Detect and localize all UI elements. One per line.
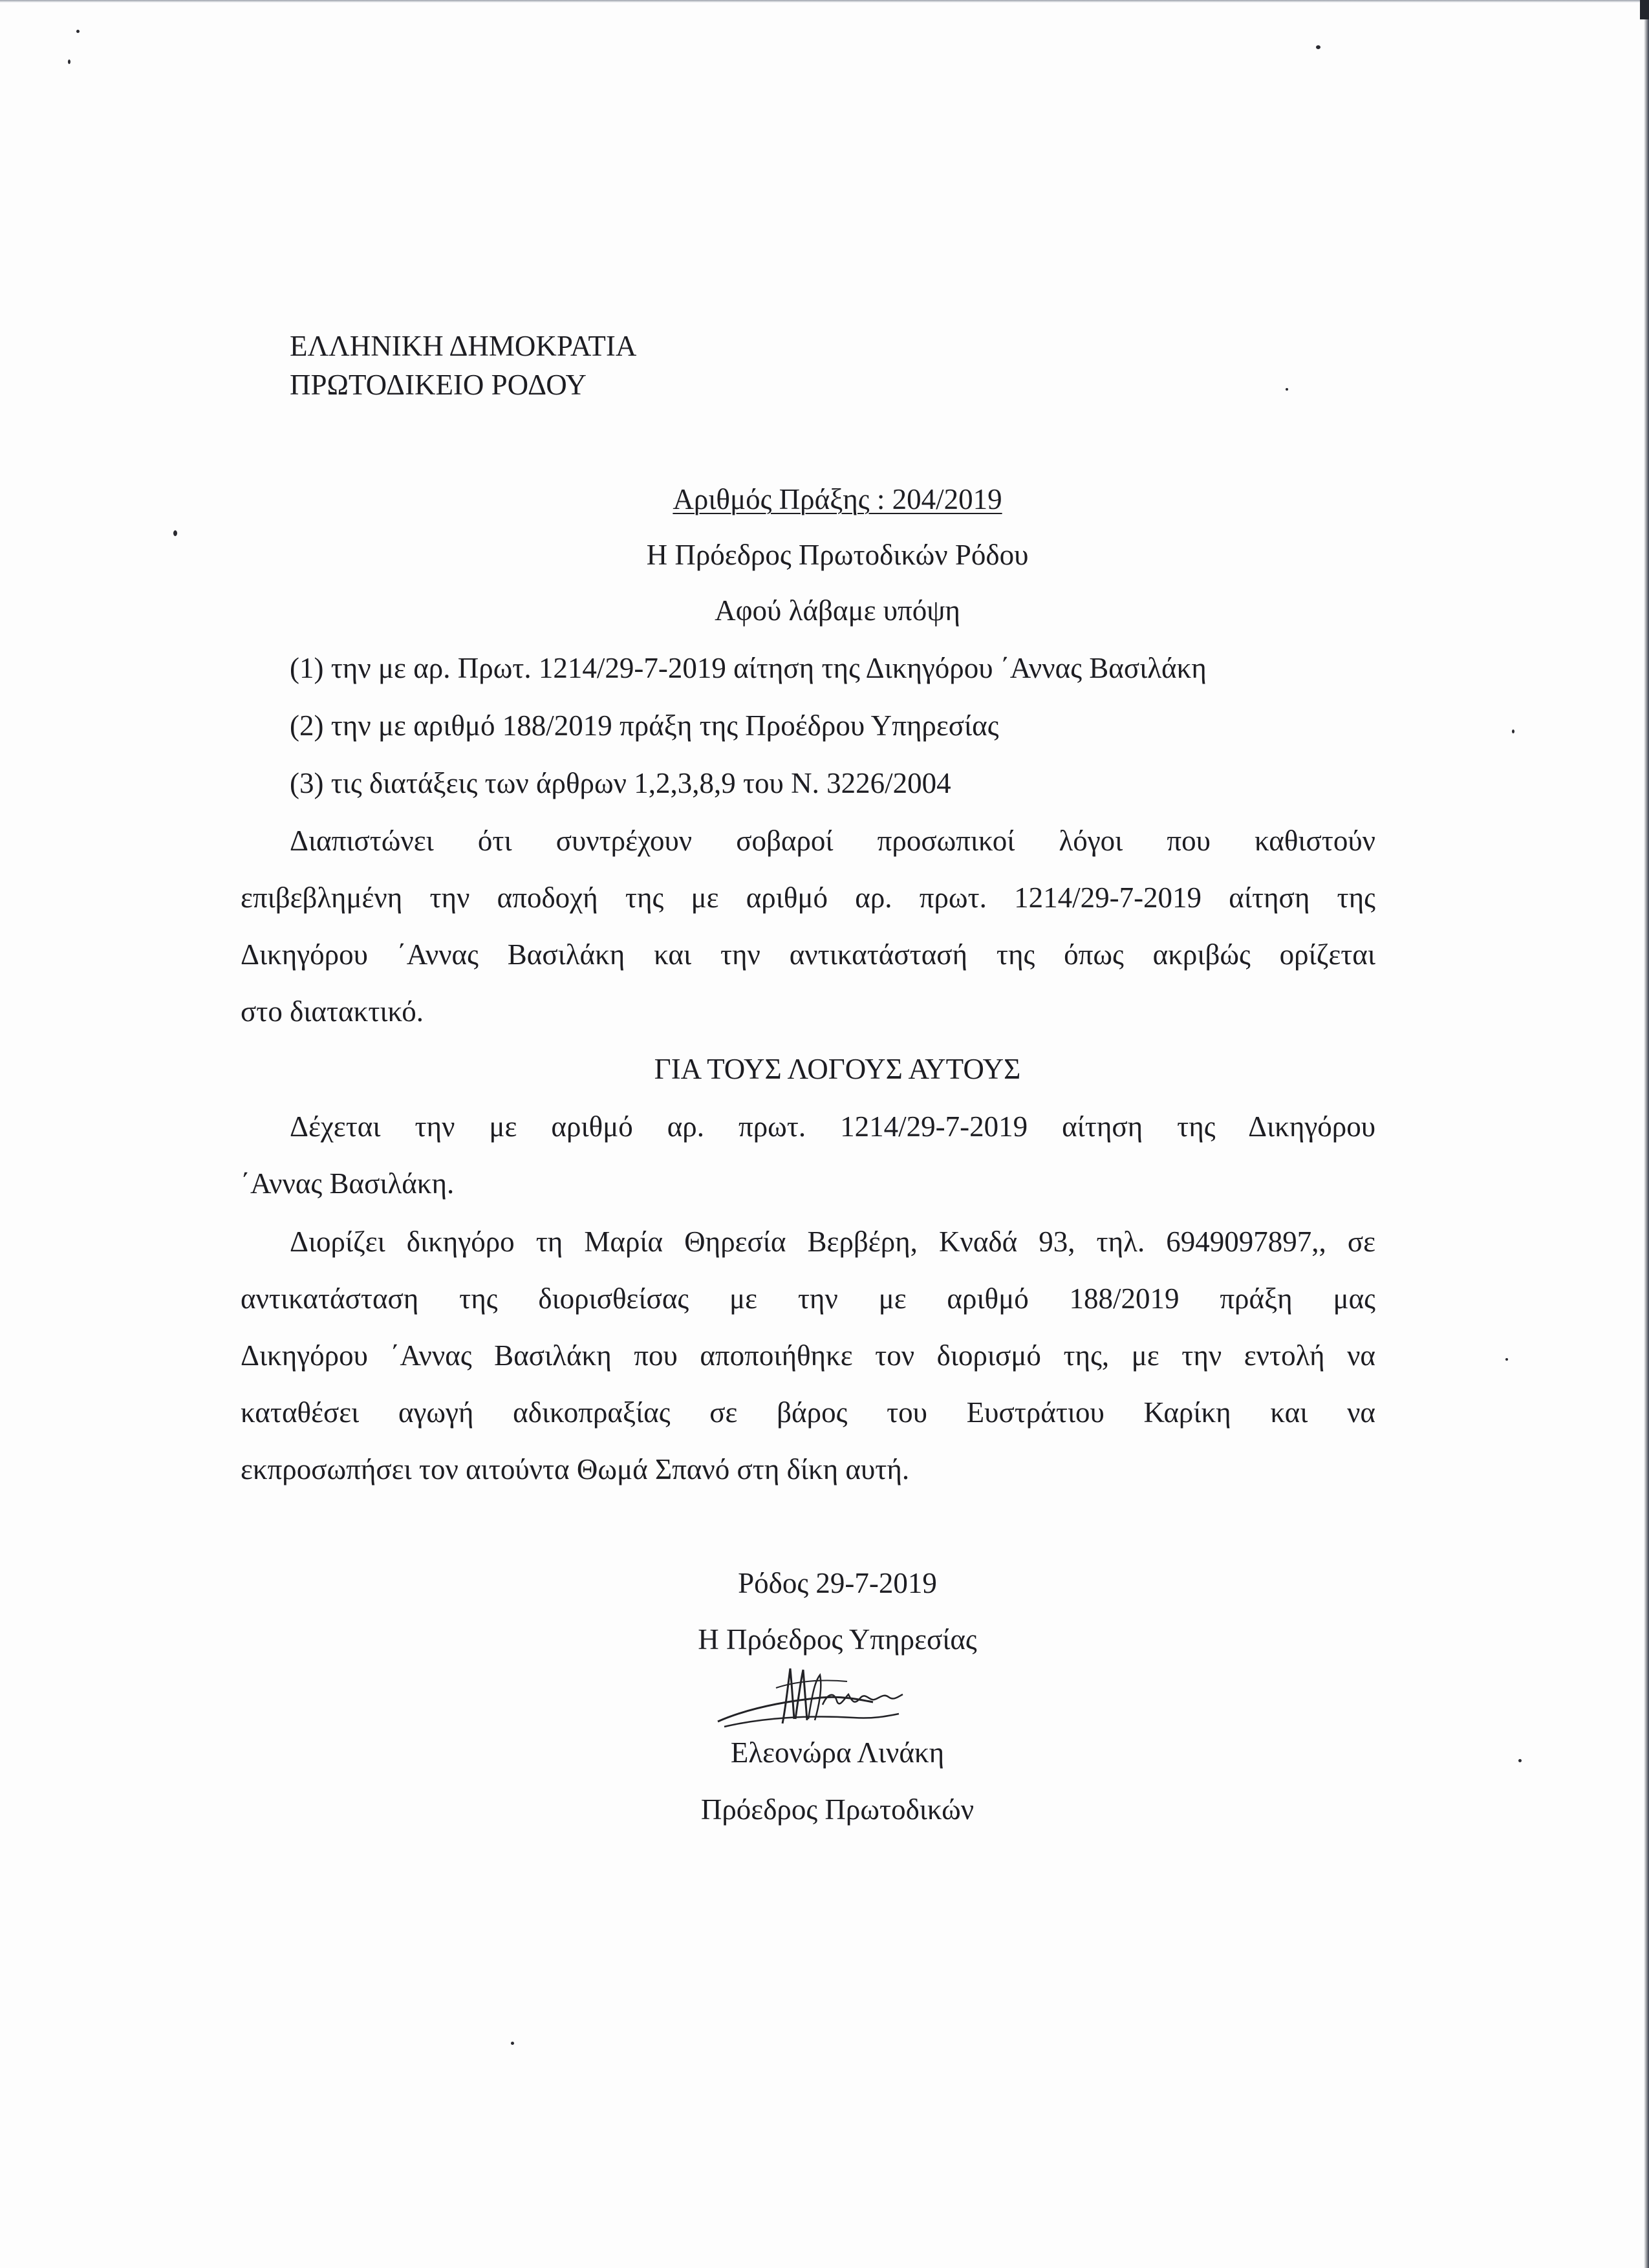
- decision-appoint-line-4: καταθέσει αγωγή αδικοπραξίας σε βάρος του Ευστράτιου Καρίκη και να: [241, 1396, 1375, 1429]
- signatory-name: Ελεονώρα Λινάκη: [730, 1736, 945, 1769]
- scan-speck: [1518, 1759, 1522, 1762]
- consideration-item-3: (3) τις διατάξεις των άρθρων 1,2,3,8,9 του Ν. 3226/2004: [290, 767, 951, 799]
- scan-edge-right: [1644, 0, 1649, 2268]
- signatory-title: Η Πρόεδρος Υπηρεσίας: [698, 1623, 977, 1656]
- finding-line-2: επιβεβλημένη την αποδοχή της με αριθμό αρ. πρωτ. 1214/29-7-2019 αίτηση της: [241, 881, 1375, 914]
- considering-heading: Αφού λάβαμε υπόψη: [715, 594, 960, 627]
- finding-line-1: Διαπιστώνει ότι συντρέχουν σοβαροί προσωπικοί λόγοι που καθιστούν: [290, 825, 1375, 857]
- handwritten-signature: [711, 1662, 918, 1733]
- scan-speck: [1505, 1358, 1508, 1361]
- header-court: ΠΡΩΤΟΔΙΚΕΙΟ ΡΟΔΟΥ: [290, 369, 587, 401]
- consideration-item-1: (1) την με αρ. Πρωτ. 1214/29-7-2019 αίτηση της Δικηγόρου ΄Αννας Βασιλάκη: [290, 652, 1207, 684]
- scan-edge-top: [0, 0, 1649, 3]
- decision-appoint-line-3: Δικηγόρου ΄Αννας Βασιλάκη που αποποιήθηκε τον διορισμό της, με την εντολή να: [241, 1339, 1375, 1372]
- scan-speck: [76, 30, 80, 33]
- scan-speck: [1512, 729, 1514, 733]
- finding-line-4: στο διατακτικό.: [241, 995, 424, 1028]
- signatory-role: Πρόεδρος Πρωτοδικών: [700, 1793, 975, 1826]
- scan-speck: [511, 2042, 514, 2045]
- decision-accept-line-1: Δέχεται την με αριθμό αρ. πρωτ. 1214/29-7-2019 αίτηση της Δικηγόρου: [290, 1110, 1375, 1143]
- decision-accept-line-2: ΄Αννας Βασιλάκη.: [241, 1167, 455, 1200]
- act-issuer: Η Πρόεδρος Πρωτοδικών Ρόδου: [646, 539, 1029, 571]
- consideration-item-2: (2) την με αριθμό 188/2019 πράξη της Προέδρου Υπηρεσίας: [290, 709, 999, 742]
- decision-appoint-line-1: Διορίζει δικηγόρο τη Μαρία Θηρεσία Βερβέρη, Κναδά 93, τηλ. 6949097897,, σε: [290, 1226, 1375, 1258]
- scan-speck: [68, 59, 70, 64]
- decision-appoint-line-2: αντικατάσταση της διορισθείσας με την με αριθμό 188/2019 πράξη μας: [241, 1282, 1375, 1315]
- scan-speck: [1286, 388, 1288, 391]
- reasons-heading: ΓΙΑ ΤΟΥΣ ΛΟΓΟΥΣ ΑΥΤΟΥΣ: [654, 1053, 1021, 1085]
- decision-appoint-line-5: εκπροσωπήσει τον αιτούντα Θωμά Σπανό στη δίκη αυτή.: [241, 1453, 910, 1485]
- place-date: Ρόδος 29-7-2019: [738, 1567, 937, 1599]
- finding-line-3: Δικηγόρου ΄Αννας Βασιλάκη και την αντικατάστασή της όπως ακριβώς ορίζεται: [241, 938, 1375, 971]
- act-number: Αριθμός Πράξης : 204/2019: [673, 483, 1002, 515]
- scan-edge-corner: [1640, 0, 1649, 19]
- scan-speck: [1316, 45, 1320, 49]
- header-country: ΕΛΛΗΝΙΚΗ ΔΗΜΟΚΡΑΤΙΑ: [290, 330, 637, 362]
- scan-speck: [173, 530, 177, 536]
